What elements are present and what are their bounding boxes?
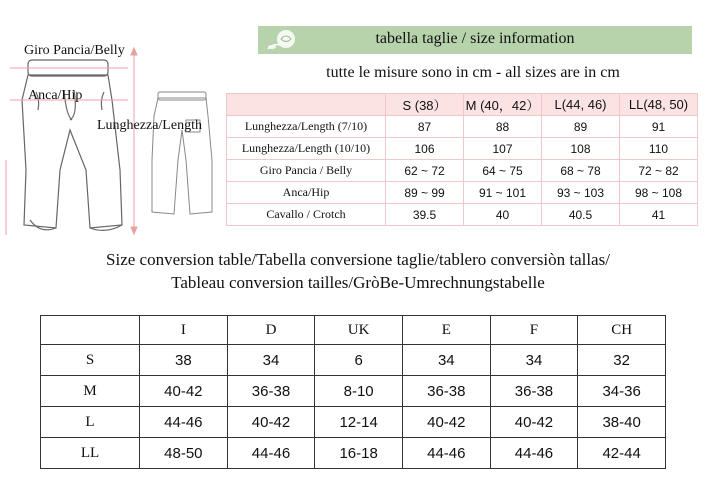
table-cell: 41 bbox=[620, 204, 698, 226]
table-cell: 72 ~ 82 bbox=[620, 160, 698, 182]
table-header-row bbox=[227, 94, 698, 116]
column-header: LL(48, 50) bbox=[620, 94, 698, 116]
table-cell: 32 bbox=[578, 345, 666, 376]
table-cell: 38-40 bbox=[578, 407, 666, 438]
column-header: S (38） bbox=[386, 94, 464, 116]
row-label: L bbox=[41, 407, 140, 438]
row-label: Lunghezza/Length (10/10) bbox=[227, 138, 386, 160]
table-cell: 40 bbox=[464, 204, 542, 226]
table-cell: 106 bbox=[386, 138, 464, 160]
table-cell: 62 ~ 72 bbox=[386, 160, 464, 182]
header-banner bbox=[258, 26, 692, 54]
row-label: LL bbox=[41, 438, 140, 469]
table-cell: 42-44 bbox=[578, 438, 666, 469]
page-title: tabella taglie / size information bbox=[375, 30, 575, 47]
table-cell: 110 bbox=[620, 138, 698, 160]
table-cell: 34 bbox=[402, 345, 490, 376]
table-cell: 36-38 bbox=[402, 376, 490, 407]
table-row bbox=[227, 138, 698, 160]
row-label: Lunghezza/Length (7/10) bbox=[227, 116, 386, 138]
conversion-title-line2: Tableau conversion tailles/GròBe-Umrechnungstabelle bbox=[171, 273, 545, 292]
table-cell: 44-46 bbox=[140, 407, 228, 438]
table-cell: 40-42 bbox=[402, 407, 490, 438]
table-cell: 40-42 bbox=[490, 407, 578, 438]
table-cell: 40-42 bbox=[140, 376, 228, 407]
corner-cell bbox=[227, 94, 386, 116]
table-cell: 88 bbox=[464, 116, 542, 138]
table-cell: 91 ~ 101 bbox=[464, 182, 542, 204]
corner-cell bbox=[41, 316, 140, 345]
column-header: UK bbox=[315, 316, 403, 345]
table-row bbox=[227, 204, 698, 226]
table-cell: 89 bbox=[542, 116, 620, 138]
row-label: Giro Pancia / Belly bbox=[227, 160, 386, 182]
hip-label: Anca/Hip bbox=[28, 88, 83, 103]
column-header: F bbox=[490, 316, 578, 345]
column-header: CH bbox=[578, 316, 666, 345]
table-row bbox=[41, 407, 666, 438]
row-label: M bbox=[41, 376, 140, 407]
table-cell: 93 ~ 103 bbox=[542, 182, 620, 204]
table-cell: 34-36 bbox=[578, 376, 666, 407]
table-cell: 108 bbox=[542, 138, 620, 160]
table-row bbox=[41, 345, 666, 376]
table-cell: 68 ~ 78 bbox=[542, 160, 620, 182]
table-cell: 6 bbox=[315, 345, 403, 376]
table-row bbox=[41, 376, 666, 407]
table-cell: 39.5 bbox=[386, 204, 464, 226]
row-label: Cavallo / Crotch bbox=[227, 204, 386, 226]
column-header: I bbox=[140, 316, 228, 345]
column-header: M (40，42） bbox=[464, 94, 542, 116]
table-row bbox=[227, 116, 698, 138]
table-cell: 36-38 bbox=[490, 376, 578, 407]
column-header: E bbox=[402, 316, 490, 345]
table-cell: 40.5 bbox=[542, 204, 620, 226]
row-label: Anca/Hip bbox=[227, 182, 386, 204]
table-cell: 34 bbox=[227, 345, 315, 376]
table-cell: 12-14 bbox=[315, 407, 403, 438]
table-cell: 44-46 bbox=[227, 438, 315, 469]
table-cell: 91 bbox=[620, 116, 698, 138]
size-information-table bbox=[226, 93, 698, 226]
length-label: Lunghezza/Length bbox=[97, 118, 202, 133]
table-cell: 87 bbox=[386, 116, 464, 138]
table-cell: 44-46 bbox=[490, 438, 578, 469]
table-cell: 36-38 bbox=[227, 376, 315, 407]
column-header: L(44, 46) bbox=[542, 94, 620, 116]
table-cell: 8-10 bbox=[315, 376, 403, 407]
table-row bbox=[227, 160, 698, 182]
column-header: D bbox=[227, 316, 315, 345]
table-cell: 38 bbox=[140, 345, 228, 376]
table-cell: 98 ~ 108 bbox=[620, 182, 698, 204]
table-header-row bbox=[41, 316, 666, 345]
table-cell: 89 ~ 99 bbox=[386, 182, 464, 204]
belly-label: Giro Pancia/Belly bbox=[24, 43, 125, 58]
table-cell: 44-46 bbox=[402, 438, 490, 469]
table-cell: 107 bbox=[464, 138, 542, 160]
units-note: tutte le misure sono in cm - all sizes are in cm bbox=[326, 64, 620, 81]
table-cell: 40-42 bbox=[227, 407, 315, 438]
table-cell: 48-50 bbox=[140, 438, 228, 469]
size-conversion-table bbox=[40, 315, 666, 469]
row-label: S bbox=[41, 345, 140, 376]
table-cell: 34 bbox=[490, 345, 578, 376]
table-cell: 64 ~ 75 bbox=[464, 160, 542, 182]
table-row bbox=[41, 438, 666, 469]
conversion-title-line1: Size conversion table/Tabella conversione taglie/tablero conversiòn tallas/ bbox=[106, 250, 610, 269]
table-cell: 16-18 bbox=[315, 438, 403, 469]
table-row bbox=[227, 182, 698, 204]
